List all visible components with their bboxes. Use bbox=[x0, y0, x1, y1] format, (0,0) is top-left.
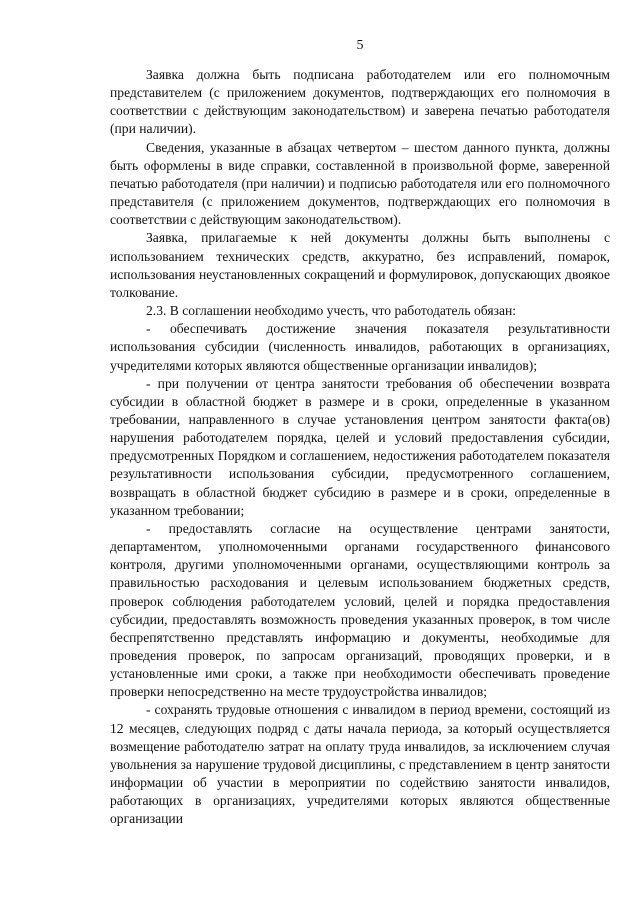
list-item-subsidy-return: - при получении от центра занятости требования об обеспечении возврата субсидии в областной бюджет в размере и в сроки, определенные в указанном требовании, направленного в случае установления центром занятости факта(ов) нарушения работодателем порядка, целей и условий предоставления субсидии, предусмотренных Порядком и соглашением, недостижения работодателем показателя результативности использования субсидии, предусмотренного соглашением, возвращать в областной бюджет субсидию в размере и в сроки, определенные в указанном требовании; bbox=[110, 375, 610, 518]
list-item-employment-retention: - сохранять трудовые отношения с инвалидом в период времени, состоящий из 12 месяцев, следующих подряд с даты начала периода, за который осуществляется возмещение работодателю затрат на оплату труда инвалидов, за исключением случая увольнения за нарушение трудовой дисциплины, с представлением в центр занятости информации об участии в мероприятии по содействию занятости инвалидов, работающих в организациях, учредителями которых являются общественные организации bbox=[110, 702, 610, 827]
list-item-inspection-consent: - предоставлять согласие на осуществление центрами занятости, департаментом, уполномоченными органами государственного финансового контроля, другими уполномоченными органами, осуществляющими контроль за правильностью расходования и целевым использованием бюджетных средств, проверок соблюдения работодателем условий, целей и порядка предоставления субсидии, предоставлять возможность проведения указанных проверок, в том числе беспрепятственно представлять информацию и документы, необходимые для проведения проверок, по запросам организаций, проводящих проверки, и в установленные ими сроки, а также при необходимости обеспечивать проведение проверки непосредственно на месте трудоустройства инвалидов; bbox=[110, 520, 610, 700]
document-page bbox=[110, 36, 610, 829]
paragraph-document-requirements: Заявка, прилагаемые к ней документы должны быть выполнены с использованием технических средств, аккуратно, без исправлений, помарок, использования неустановленных сокращений и формулировок, допускающих двоякое толкование. bbox=[110, 230, 610, 300]
paragraph-agreement-obligations-heading: 2.3. В соглашении необходимо учесть, что работодатель обязан: bbox=[146, 303, 517, 319]
page-number: 5 bbox=[356, 38, 364, 53]
paragraph-application-signature: Заявка должна быть подписана работодателем или его полномочным представителем (с приложением документов, подтверждающих его полномочия в соответствии с действующим законодательством) и заверена печатью работодателя (при наличии). bbox=[110, 67, 610, 137]
list-item-result-indicator: - обеспечивать достижение значения показателя результативности использования субсидии (численность инвалидов, работающих в организациях, учредителями которых являются общественные организации инвалидов); bbox=[110, 321, 610, 373]
paragraph-information-certificate: Сведения, указанные в абзацах четвертом – шестом данного пункта, должны быть оформлены в виде справки, составленной в произвольной форме, заверенной печатью работодателя (при наличии) и подписью работодателя или его полномочного представителя (с приложением документов, подтверждающих его полномочия в соответствии с действующим законодательством). bbox=[110, 139, 610, 228]
